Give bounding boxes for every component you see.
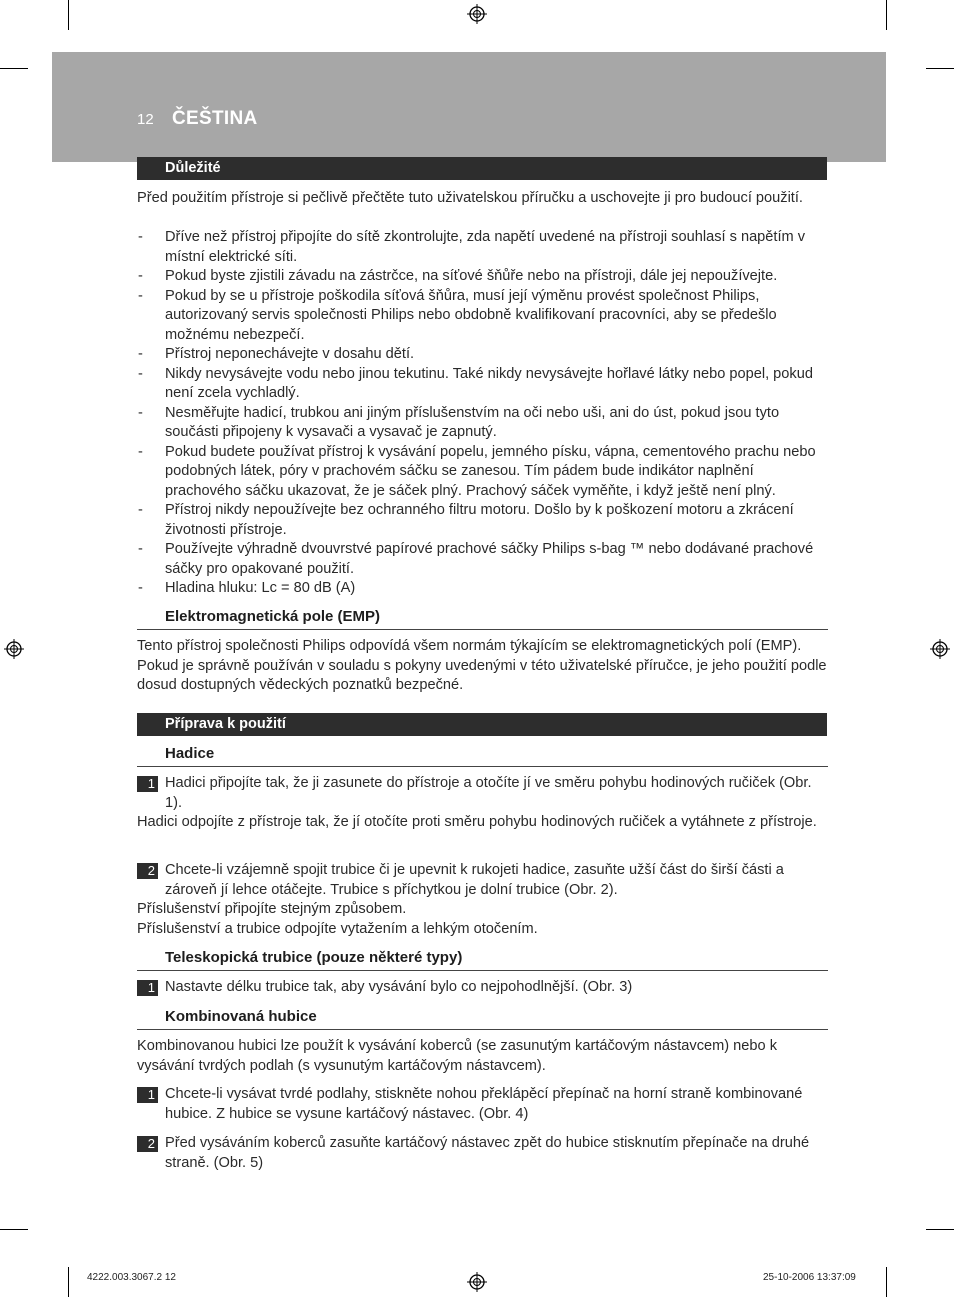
step-text: Hadici připojíte tak, že ji zasunete do přístroje a otočíte jí ve směru pohybu hodinových ručiček (Obr. 1). — [165, 775, 812, 811]
step-number: 2 — [137, 1136, 158, 1152]
section-bar-important — [137, 157, 827, 180]
list-item: - Nikdy nevysávejte vodu nebo jinou tekutinu. Také nikdy nevysávejte hořlavé látky nebo popel, pokud není zcela vychladlý. — [138, 365, 813, 401]
section-title: Důležité — [165, 160, 221, 176]
header-band — [52, 52, 886, 162]
crop-mark — [68, 0, 69, 30]
list-item: - Používejte výhradně dvouvrstvé papírové prachové sáčky Philips s-bag ™ nebo dodávané prachové sáčky pro opakované použití. — [138, 541, 814, 577]
list-item: - Nesměřujte hadicí, trubkou ani jiným příslušenstvím na oči nebo uši, ani do úst, pokud jsou tyto součásti připojeny k vysavači a vysavač je zapnutý. — [138, 404, 780, 440]
divider — [137, 970, 828, 971]
step-hose-1 — [137, 774, 829, 813]
registration-mark-icon — [930, 639, 950, 659]
tube-heading: Teleskopická trubice (pouze některé typy) — [165, 949, 463, 966]
step-nozzle-1 — [137, 1085, 829, 1124]
page-number: 12 — [137, 111, 154, 128]
list-item: - Pokud by se u přístroje poškodila síťová šňůra, musí její výměnu provést společnost Philips, autorizovaný servis společnosti Philips nebo obdobně kvalifikovaní pracovníci, aby se předešlo možnému nebezpečí. — [138, 287, 777, 343]
hose-note-2a: Příslušenství připojíte stejným způsobem. — [137, 901, 407, 917]
step-number: 1 — [137, 1087, 158, 1103]
list-item: - Pokud budete používat přístroj k vysávání popelu, jemného písku, vápna, cementového prachu nebo podobných látek, póry v prachovém sáčku se zanesou. Tím pádem bude indikátor naplnění prachového sáčku ukazovat, že je sáček plný. Prachový sáček vyměňte, i když ještě není plný. — [138, 443, 816, 499]
crop-mark — [0, 68, 28, 69]
nozzle-heading: Kombinovaná hubice — [165, 1008, 317, 1025]
step-tube-1 — [137, 978, 829, 998]
divider — [137, 766, 828, 767]
section-title: Příprava k použití — [165, 716, 286, 732]
crop-mark — [926, 68, 954, 69]
divider — [137, 1029, 828, 1030]
crop-mark — [926, 1229, 954, 1230]
step-number: 1 — [137, 980, 158, 996]
step-number: 2 — [137, 863, 158, 879]
step-text: Nastavte délku trubice tak, aby vysávání bylo co nejpohodlnější. (Obr. 3) — [165, 979, 633, 995]
section-bar-preparation — [137, 713, 827, 736]
step-text: Chcete-li vzájemně spojit trubice či je upevnit k rukojeti hadice, zasuňte užší část do širší části a zároveň jí lehce otáčejte. Trubice s příchytkou je dolní trubice (Obr. 2). — [165, 862, 784, 898]
list-item: - Pokud byste zjistili závadu na zástrčce, na síťové šňůře nebo na přístroji, dále jej nepoužívejte. — [138, 268, 778, 284]
step-text: Před vysáváním koberců zasuňte kartáčový nástavec zpět do hubice stisknutím přepínače na druhé straně. (Obr. 5) — [165, 1135, 810, 1171]
registration-mark-icon — [4, 639, 24, 659]
divider — [137, 629, 828, 630]
step-hose-2 — [137, 861, 829, 900]
list-item: - Dříve než přístroj připojíte do sítě zkontrolujte, zda napětí uvedené na přístroji souhlasí s napětím v místní elektrické síti. — [138, 229, 806, 265]
step-text: Chcete-li vysávat tvrdé podlahy, stiskněte nohou překlápěcí přepínač na horní straně kombinované hubice. Z hubice se vysune kartáčový nástavec. (Obr. 4) — [165, 1086, 803, 1122]
step-number: 1 — [137, 776, 158, 792]
list-item: - Přístroj neponechávejte v dosahu dětí. — [138, 346, 415, 362]
important-list — [137, 228, 829, 599]
nozzle-text: Kombinovanou hubici lze použít k vysávání koberců (se zasunutým kartáčovým nástavcem) nebo k vysávání tvrdých podlah (s vysunutým kartáčovým nástavcem). — [137, 1038, 778, 1074]
list-item: - Přístroj nikdy nepoužívejte bez ochranného filtru motoru. Došlo by k poškození motoru a zkrácení životnosti přístroje. — [138, 502, 794, 538]
registration-mark-icon — [467, 1272, 487, 1292]
hose-note-1: Hadici odpojíte z přístroje tak, že jí otočíte proti směru pohybu hodinových ručiček a vytáhnete z přístroje. — [137, 814, 817, 830]
footer-date: 25-10-2006 13:37:09 — [763, 1272, 856, 1283]
crop-mark — [886, 0, 887, 30]
hose-note-2b: Příslušenství a trubice odpojíte vytažením a lehkým otočením. — [137, 921, 538, 937]
step-nozzle-2 — [137, 1134, 829, 1173]
list-item: - Hladina hluku: Lc = 80 dB (A) — [138, 580, 356, 596]
crop-mark — [886, 1267, 887, 1297]
emf-text: Tento přístroj společnosti Philips odpovídá všem normám týkajícím se elektromagnetických polí (EMP). Pokud je správně používán v souladu s pokyny uvedenými v této uživatelské příručce, je jeho použití podle dosud dostupných vědeckých poznatků bezpečné. — [137, 638, 827, 693]
registration-mark-icon — [467, 4, 487, 24]
crop-mark — [0, 1229, 28, 1230]
language-title: ČEŠTINA — [172, 108, 258, 129]
hose-heading: Hadice — [165, 745, 215, 762]
footer-code: 4222.003.3067.2 12 — [87, 1272, 176, 1283]
important-intro: Před použitím přístroje si pečlivě přečtěte tuto uživatelskou příručku a uschovejte ji pro budoucí použití. — [137, 190, 803, 206]
emf-heading: Elektromagnetická pole (EMP) — [165, 608, 381, 625]
crop-mark — [68, 1267, 69, 1297]
